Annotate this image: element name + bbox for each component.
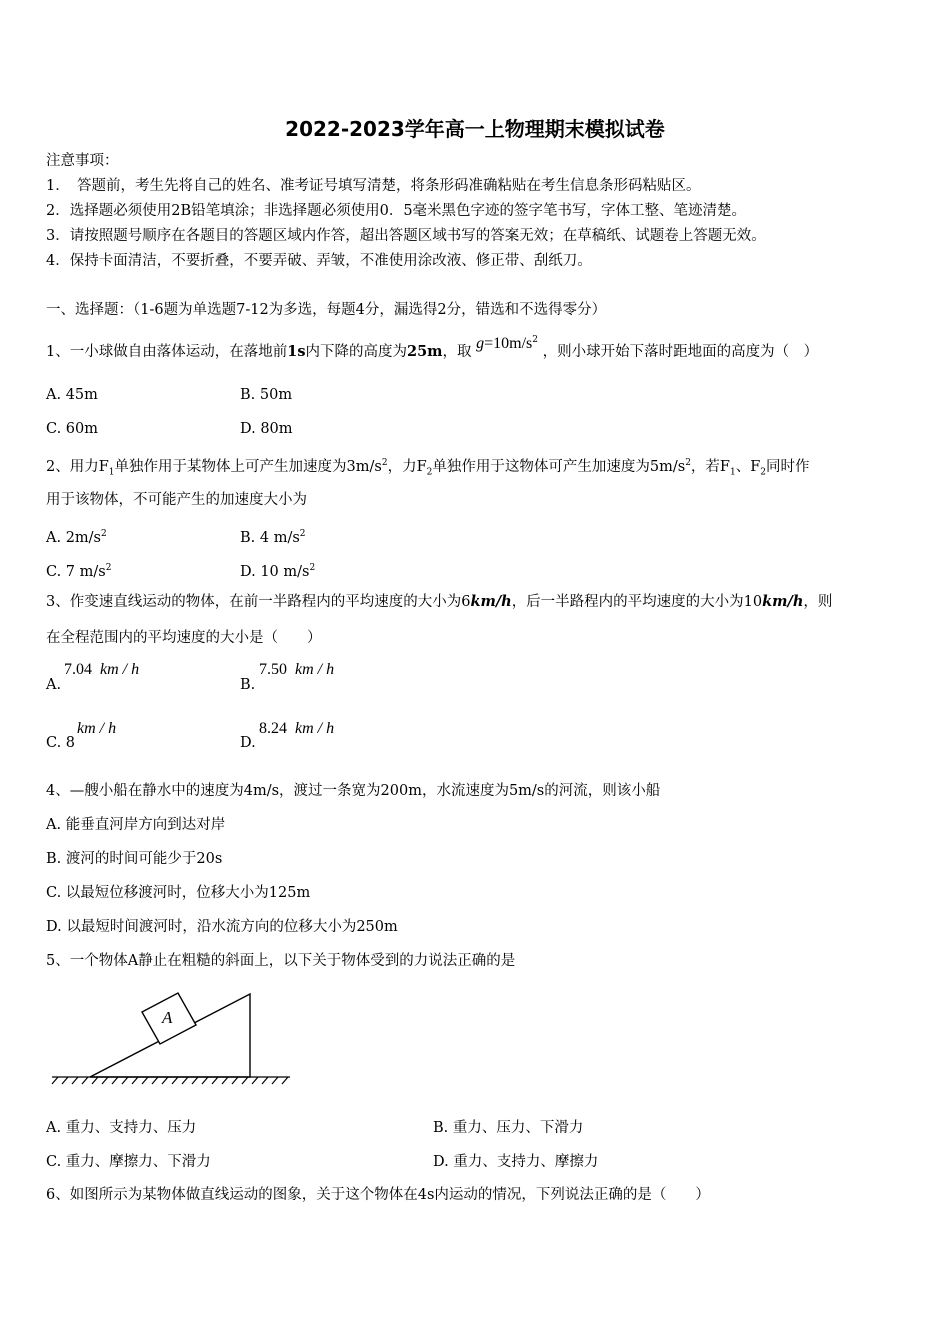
- question-2-option-d: D. 10 $m/s^2$: [240, 563, 316, 580]
- question-3-option-d-letter: D.: [240, 735, 256, 751]
- question-3-stem-line1: 3、作变速直线运动的物体，在前一半路程内的平均速度的大小为6km/h，后一半路程内的平均速度的大小为10km/h，则: [46, 593, 833, 610]
- question-6-stem: 6、如图所示为某物体做直线运动的图象，关于这个物体在4s内运动的情况，下列说法正确的是（ ）: [46, 1187, 710, 1203]
- question-5-option-c: C. 重力、摩擦力、下滑力: [46, 1154, 211, 1170]
- notice-item-1: 1． 答题前，考生先将自己的姓名、准考证号填写清楚，将条形码准确粘贴在考生信息条形码粘贴区。: [46, 178, 701, 194]
- question-4-stem: 4、—艘小船在静水中的速度为4m/s，渡过一条宽为200m，水流速度为5m/s的河流，则该小船: [46, 783, 661, 799]
- question-2-option-b: B. 4 $m/s^2$: [240, 529, 306, 546]
- incline-diagram: [46, 985, 296, 1095]
- question-4-option-d: D. 以最短时间渡河时，沿水流方向的位移大小为250m: [46, 919, 398, 935]
- question-5-stem: 5、一个物体A静止在粗糙的斜面上，以下关于物体受到的力说法正确的是: [46, 953, 516, 969]
- question-2-option-c: C. 7 $m/s^2$: [46, 563, 112, 580]
- notice-item-3: 3．请按照题号顺序在各题目的答题区域内作答，超出答题区域书写的答案无效；在草稿纸、试题卷上答题无效。: [46, 228, 766, 244]
- question-4-option-b: B. 渡河的时间可能少于20s: [46, 851, 223, 867]
- question-2-option-a: A. $2m/s^2$: [46, 529, 107, 546]
- question-3-option-b-value: 7.50 km / h: [259, 661, 335, 678]
- notice-heading: 注意事项：: [46, 153, 119, 169]
- question-4-option-a: A. 能垂直河岸方向到达对岸: [46, 817, 226, 833]
- page-title: 2022-2023学年高一上物理期末模拟试卷: [285, 117, 665, 141]
- question-4-option-c: C. 以最短位移渡河时，位移大小为125m: [46, 885, 311, 901]
- ground-line: [52, 1077, 290, 1084]
- question-1-option-a: A. 45m: [46, 387, 98, 403]
- question-1-option-d: D. 80m: [240, 421, 293, 437]
- question-3-option-c-value: km / h: [77, 720, 117, 737]
- question-1-option-b: B. 50m: [240, 387, 293, 403]
- question-1-option-c: C. 60m: [46, 421, 98, 437]
- question-5-option-a: A. 重力、支持力、压力: [46, 1120, 197, 1136]
- section-heading: 一、选择题：（1-6题为单选题7-12为多选，每题4分，漏选得2分，错选和不选得零分）: [46, 302, 607, 318]
- question-5-option-d: D. 重力、支持力、摩擦力: [433, 1154, 599, 1170]
- block-a-label: A: [162, 1008, 173, 1027]
- question-2-stem-line2: 用于该物体，不可能产生的加速度大小为: [46, 492, 307, 508]
- question-2-stem-line1: 2、用力$F_1$单独作用于某物体上可产生加速度为$3m/s^2$，力$F_2$单独作用于这物体可产生加速度为$5m/s^2$，若$F_1$、$F_2$同时作: [46, 458, 810, 478]
- question-3-option-d-value: 8.24 km / h: [259, 720, 335, 737]
- question-3-option-c-letter: C. 8: [46, 735, 76, 751]
- question-1-stem: 1、一小球做自由落体运动，在落地前1s内下降的高度为25m，取 $g=10m/s^2$ ，则小球开始下落时距地面的高度为（ ）: [46, 334, 819, 360]
- question-5-option-b: B. 重力、压力、下滑力: [433, 1120, 584, 1136]
- notice-item-4: 4．保持卡面清洁，不要折叠，不要弄破、弄皱，不准使用涂改液、修正带、刮纸刀。: [46, 253, 592, 269]
- question-3-option-b-letter: B.: [240, 677, 256, 693]
- question-3-option-a-letter: A.: [46, 677, 62, 693]
- question-3-stem-line2: 在全程范围内的平均速度的大小是（ ）: [46, 630, 322, 646]
- question-3-option-a-value: 7.04 km / h: [64, 661, 140, 678]
- notice-item-2: 2．选择题必须使用2B铅笔填涂；非选择题必须使用0．5毫米黑色字迹的签字笔书写，字体工整、笔迹清楚。: [46, 203, 747, 219]
